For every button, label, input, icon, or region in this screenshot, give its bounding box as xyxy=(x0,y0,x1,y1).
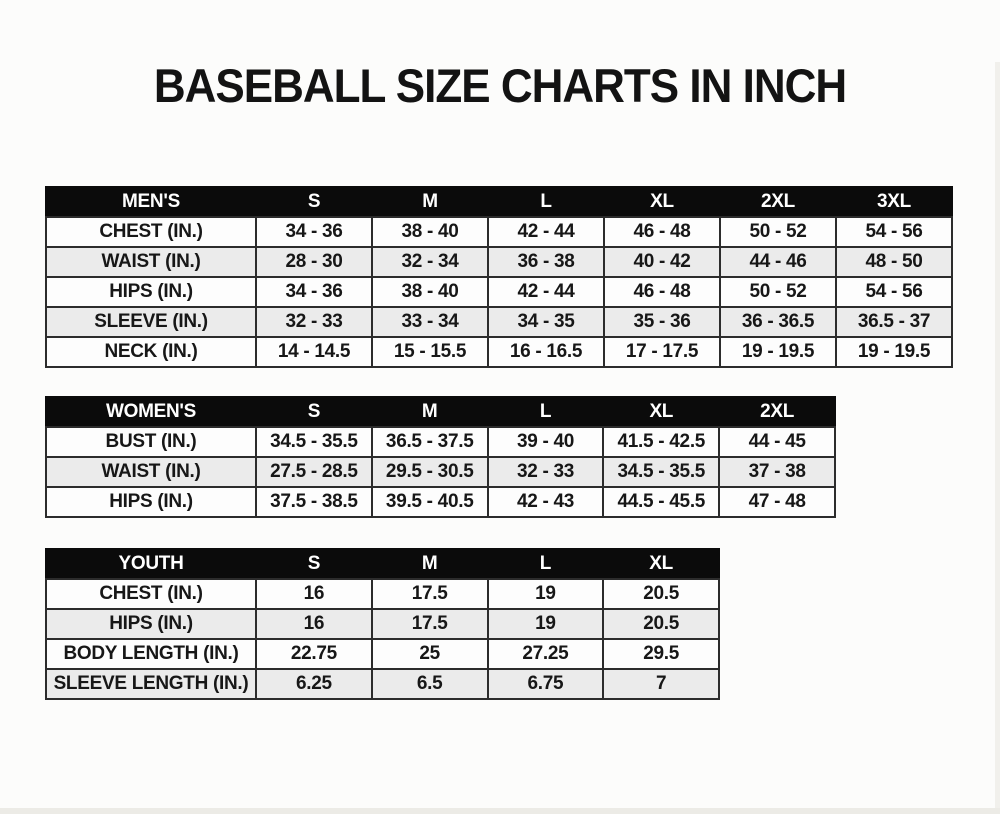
size-value-cell: 19 - 19.5 xyxy=(720,337,836,367)
mens-row-waist xyxy=(46,247,952,277)
size-column-header-s: S xyxy=(256,187,372,217)
measure-label-cell: HIPS (IN.) xyxy=(46,609,256,639)
size-value-cell: 32 - 33 xyxy=(488,457,604,487)
size-value-cell: 33 - 34 xyxy=(372,307,488,337)
size-column-header-s: S xyxy=(256,549,372,579)
size-column-header-m: M xyxy=(372,549,488,579)
size-value-cell: 39 - 40 xyxy=(488,427,604,457)
size-value-cell: 42 - 44 xyxy=(488,217,604,247)
size-value-cell: 47 - 48 xyxy=(719,487,835,517)
size-value-cell: 16 xyxy=(256,609,372,639)
womens-row-hips xyxy=(46,487,835,517)
size-value-cell: 48 - 50 xyxy=(836,247,952,277)
size-value-cell: 17 - 17.5 xyxy=(604,337,720,367)
mens-header-row xyxy=(46,187,952,217)
youth-row-sleeve-length xyxy=(46,669,719,699)
size-value-cell: 34 - 36 xyxy=(256,217,372,247)
size-charts-container xyxy=(45,186,1000,700)
size-column-header-3xl: 3XL xyxy=(836,187,952,217)
measure-label-cell: SLEEVE LENGTH (IN.) xyxy=(46,669,256,699)
size-value-cell: 54 - 56 xyxy=(836,217,952,247)
size-value-cell: 19 xyxy=(488,609,604,639)
measure-label-cell: CHEST (IN.) xyxy=(46,579,256,609)
youth-row-chest xyxy=(46,579,719,609)
size-value-cell: 29.5 - 30.5 xyxy=(372,457,488,487)
size-value-cell: 50 - 52 xyxy=(720,217,836,247)
mens-row-sleeve xyxy=(46,307,952,337)
size-value-cell: 17.5 xyxy=(372,609,488,639)
size-value-cell: 54 - 56 xyxy=(836,277,952,307)
womens-table-title: WOMEN'S xyxy=(46,397,256,427)
size-value-cell: 6.25 xyxy=(256,669,372,699)
size-value-cell: 6.75 xyxy=(488,669,604,699)
measure-label-cell: NECK (IN.) xyxy=(46,337,256,367)
size-value-cell: 37.5 - 38.5 xyxy=(256,487,372,517)
size-column-header-xl: XL xyxy=(603,549,719,579)
measure-label-cell: WAIST (IN.) xyxy=(46,247,256,277)
size-value-cell: 39.5 - 40.5 xyxy=(372,487,488,517)
size-value-cell: 44.5 - 45.5 xyxy=(603,487,719,517)
size-value-cell: 25 xyxy=(372,639,488,669)
size-value-cell: 28 - 30 xyxy=(256,247,372,277)
size-column-header-l: L xyxy=(488,397,604,427)
size-value-cell: 44 - 46 xyxy=(720,247,836,277)
size-value-cell: 17.5 xyxy=(372,579,488,609)
size-value-cell: 34.5 - 35.5 xyxy=(256,427,372,457)
measure-label-cell: WAIST (IN.) xyxy=(46,457,256,487)
size-value-cell: 7 xyxy=(603,669,719,699)
womens-header-row xyxy=(46,397,835,427)
size-value-cell: 34 - 35 xyxy=(488,307,604,337)
measure-label-cell: CHEST (IN.) xyxy=(46,217,256,247)
size-value-cell: 40 - 42 xyxy=(604,247,720,277)
youth-row-body-length xyxy=(46,639,719,669)
size-value-cell: 32 - 34 xyxy=(372,247,488,277)
size-value-cell: 35 - 36 xyxy=(604,307,720,337)
size-value-cell: 27.5 - 28.5 xyxy=(256,457,372,487)
size-value-cell: 16 xyxy=(256,579,372,609)
measure-label-cell: BODY LENGTH (IN.) xyxy=(46,639,256,669)
size-value-cell: 16 - 16.5 xyxy=(488,337,604,367)
womens-row-waist xyxy=(46,457,835,487)
youth-size-table xyxy=(45,548,720,700)
size-column-header-m: M xyxy=(372,187,488,217)
size-value-cell: 14 - 14.5 xyxy=(256,337,372,367)
measure-label-cell: SLEEVE (IN.) xyxy=(46,307,256,337)
size-value-cell: 41.5 - 42.5 xyxy=(603,427,719,457)
size-value-cell: 19 xyxy=(488,579,604,609)
measure-label-cell: HIPS (IN.) xyxy=(46,487,256,517)
size-value-cell: 46 - 48 xyxy=(604,217,720,247)
size-value-cell: 36 - 38 xyxy=(488,247,604,277)
size-value-cell: 34.5 - 35.5 xyxy=(603,457,719,487)
size-value-cell: 37 - 38 xyxy=(719,457,835,487)
size-column-header-m: M xyxy=(372,397,488,427)
size-value-cell: 29.5 xyxy=(603,639,719,669)
youth-header-row xyxy=(46,549,719,579)
size-value-cell: 42 - 44 xyxy=(488,277,604,307)
size-value-cell: 36.5 - 37 xyxy=(836,307,952,337)
size-value-cell: 42 - 43 xyxy=(488,487,604,517)
size-column-header-xl: XL xyxy=(604,187,720,217)
size-value-cell: 50 - 52 xyxy=(720,277,836,307)
mens-table-title: MEN'S xyxy=(46,187,256,217)
size-value-cell: 36.5 - 37.5 xyxy=(372,427,488,457)
size-column-header-2xl: 2XL xyxy=(720,187,836,217)
size-column-header-2xl: 2XL xyxy=(719,397,835,427)
size-value-cell: 36 - 36.5 xyxy=(720,307,836,337)
size-value-cell: 15 - 15.5 xyxy=(372,337,488,367)
photo-edge-bottom xyxy=(0,808,1000,814)
mens-row-chest xyxy=(46,217,952,247)
mens-row-neck xyxy=(46,337,952,367)
size-value-cell: 6.5 xyxy=(372,669,488,699)
size-value-cell: 44 - 45 xyxy=(719,427,835,457)
youth-row-hips xyxy=(46,609,719,639)
size-value-cell: 38 - 40 xyxy=(372,277,488,307)
size-value-cell: 20.5 xyxy=(603,609,719,639)
size-value-cell: 20.5 xyxy=(603,579,719,609)
size-value-cell: 34 - 36 xyxy=(256,277,372,307)
photo-edge-right xyxy=(995,62,1000,814)
measure-label-cell: BUST (IN.) xyxy=(46,427,256,457)
page-title: BASEBALL SIZE CHARTS IN INCH xyxy=(153,59,847,113)
size-value-cell: 27.25 xyxy=(488,639,604,669)
size-value-cell: 46 - 48 xyxy=(604,277,720,307)
size-value-cell: 19 - 19.5 xyxy=(836,337,952,367)
size-value-cell: 22.75 xyxy=(256,639,372,669)
mens-size-table xyxy=(45,186,953,368)
size-column-header-s: S xyxy=(256,397,372,427)
size-column-header-l: L xyxy=(488,187,604,217)
size-column-header-xl: XL xyxy=(603,397,719,427)
size-value-cell: 38 - 40 xyxy=(372,217,488,247)
size-value-cell: 32 - 33 xyxy=(256,307,372,337)
mens-row-hips xyxy=(46,277,952,307)
womens-row-bust xyxy=(46,427,835,457)
measure-label-cell: HIPS (IN.) xyxy=(46,277,256,307)
size-column-header-l: L xyxy=(488,549,604,579)
youth-table-title: YOUTH xyxy=(46,549,256,579)
womens-size-table xyxy=(45,396,836,518)
